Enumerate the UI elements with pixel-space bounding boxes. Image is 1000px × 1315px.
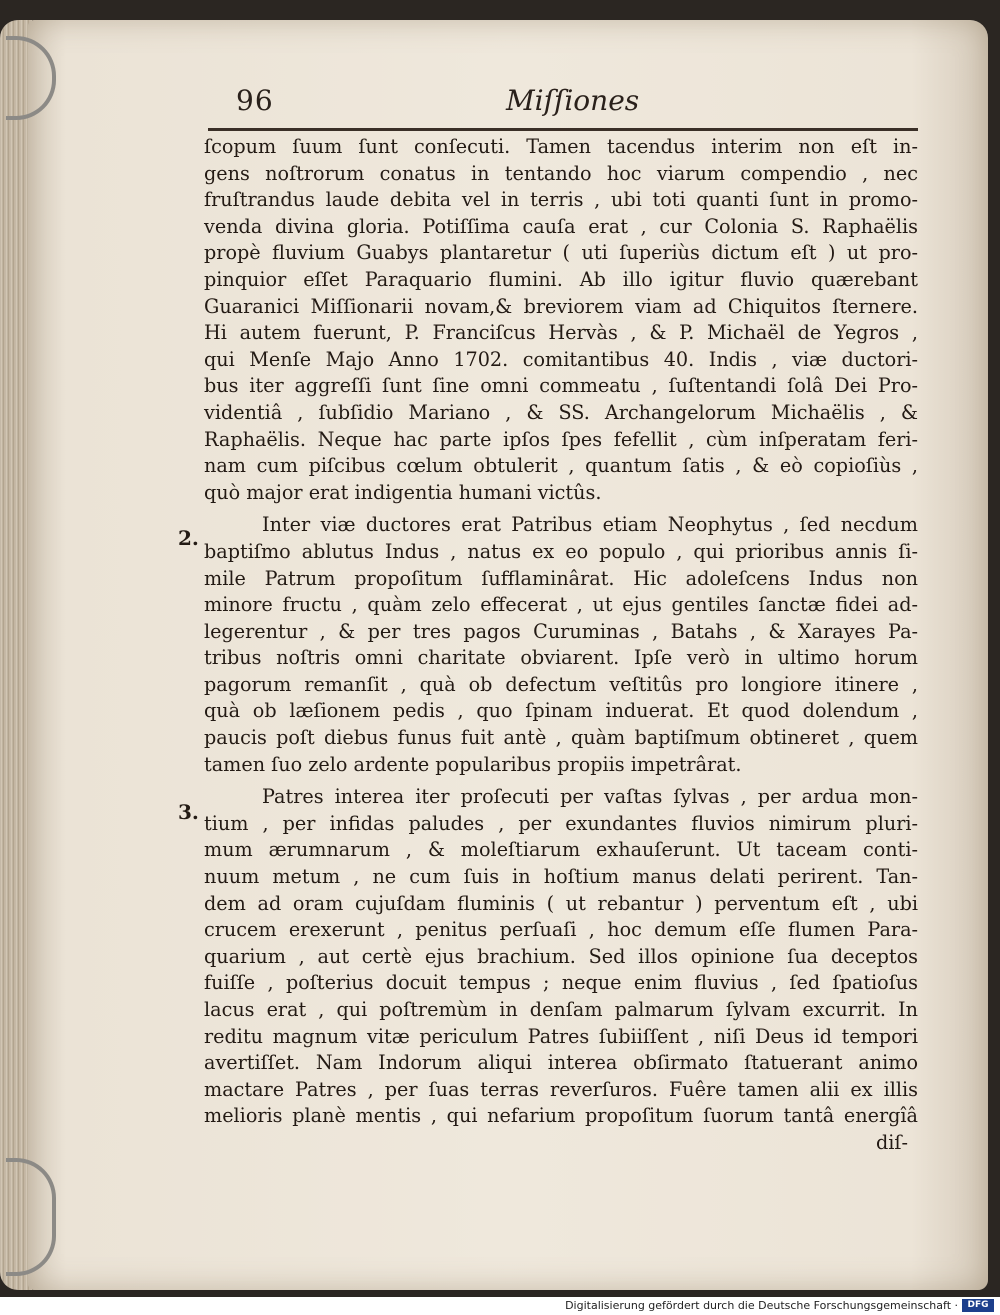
text-line: melioris planè mentis , qui nefarium propoſitum ſuorum tantâ energîâ (204, 1104, 918, 1128)
text-line: ſcopum ſuum ſunt conſecuti. Tamen tacendus interim non eſt in- (204, 135, 918, 158)
page-number: 96 (236, 84, 274, 117)
text-line: propè fluvium Guabys plantaretur ( uti ſuperiùs dictum eſt ) ut pro- (204, 241, 918, 265)
text-line: baptiſmo ablutus Indus , natus ex eo populo , qui prioribus annis ſi- (204, 539, 918, 563)
text-line: quarium , aut certè ejus brachium. Sed illos opinione ſua deceptos (204, 944, 918, 968)
text-line: Raphaëlis. Neque hac parte ipſos ſpes fefellit , cùm inſperatam feri- (204, 427, 918, 451)
text-line: fruſtrandus laude debita vel in terris , ubi toti quanti ſunt in promo- (204, 188, 918, 212)
catchword: diſ- (875, 1130, 908, 1154)
text-line: Guaranici Miſſionarii novam,& breviorem viam ad Chiquitos ſternere. (204, 294, 918, 318)
paragraph-number-2: 2. (178, 526, 199, 550)
body-text (204, 134, 918, 1157)
text-line: dem ad oram cujuſdam fluminis ( ut rebantur ) perventum eſt , ubi (204, 891, 918, 915)
header-rule (208, 128, 918, 131)
text-line: fuiſſe , poſterius docuit tempus ; neque enim fluvius , ſed ſpatioſus (204, 971, 918, 995)
running-title: Miſſiones (506, 84, 640, 117)
text-line: legerentur , & per tres pagos Curuminas , Batahs , & Xarayes Pa- (204, 619, 918, 643)
dfg-logo: DFG (962, 1299, 994, 1312)
text-line: tamen ſuo zelo ardente popularibus propiis impetrârat. (204, 752, 742, 776)
text-line: avertiſſet. Nam Indorum aliqui interea obſirmato ſtatuerant animo (204, 1051, 918, 1075)
text-line: nam cum piſcibus cœlum obtulerit , quantum ſatis , & eò copioſiùs , (204, 454, 918, 478)
page-header (236, 84, 916, 130)
text-line: paucis poſt diebus funus fuit antè , quàm baptiſmum obtineret , quem (204, 726, 918, 750)
text-line: pagorum remanſit , quà ob defectum veſtitûs pro longiore itinere , (204, 672, 918, 696)
digitization-footer (0, 1297, 1000, 1315)
text-line: tribus noſtris omni charitate obviarent. Ipſe verò in ultimo horum (204, 646, 918, 670)
text-line: reditu magnum vitæ periculum Patres ſubiiſſent , niſi Deus id tempori (204, 1024, 918, 1048)
text-line: quò major erat indigentia humani victûs. (204, 480, 602, 504)
page-clip-bottom (6, 1158, 56, 1276)
funding-credit: Digitalisierung gefördert durch die Deutsche Forschungsgemeinschaft · (565, 1299, 958, 1312)
text-line: crucem erexerunt , penitus perſuaſi , hoc demum eſſe flumen Para- (204, 918, 918, 942)
text-line: bus iter aggreſſi ſunt ſine omni commeatu , ſuſtentandi ſolâ Dei Pro- (204, 374, 918, 398)
text-line: mum ærumnarum , & moleſtiarum exhauſerunt. Ut taceam conti- (204, 838, 918, 862)
paragraph-number-3: 3. (178, 800, 199, 824)
text-line: tium , per infidas paludes , per exundantes fluvios nimirum pluri- (204, 811, 918, 835)
text-line: minore fructu , quàm zelo effecerat , ut ejus gentiles ſanctæ fidei ad- (204, 593, 918, 617)
text-line: videntiâ , ſubſidio Mariano , & SS. Archangelorum Michaëlis , & (204, 400, 918, 424)
text-line: quà ob læſionem pedis , quo ſpinam induerat. Et quod dolendum , (204, 699, 918, 723)
text-line: gens noſtrorum conatus in tentando hoc viarum compendio , nec (204, 161, 918, 185)
text-line: Inter viæ ductores erat Patribus etiam Neophytus , ſed necdum (262, 513, 918, 537)
text-line: Hi autem fuerunt, P. Franciſcus Hervàs , & P. Michaël de Yegros , (204, 321, 918, 345)
text-line: nuum metum , ne cum ſuis in hoſtium manus delati perirent. Tan- (204, 865, 918, 889)
text-line: qui Menſe Majo Anno 1702. comitantibus 40. Indis , viæ ductori- (204, 347, 918, 371)
text-line: lacus erat , qui poſtremùm in denſam palmarum ſylvam excurrit. In (204, 998, 918, 1021)
text-line: Patres interea iter proſecuti per vaſtas ſylvas , per ardua mon- (262, 785, 918, 809)
text-line: venda divina gloria. Potiſſima cauſa erat , cur Colonia S. Raphaëlis (204, 214, 918, 238)
text-line: mile Patrum propoſitum ſufflaminârat. Hic adoleſcens Indus non (204, 566, 918, 590)
text-line: mactare Patres , per ſuas terras reverſuros. Fuêre tamen alii ex illis (204, 1077, 918, 1101)
text-line: pinquior eſſet Paraquario flumini. Ab illo igitur fluvio quærebant (204, 267, 918, 291)
